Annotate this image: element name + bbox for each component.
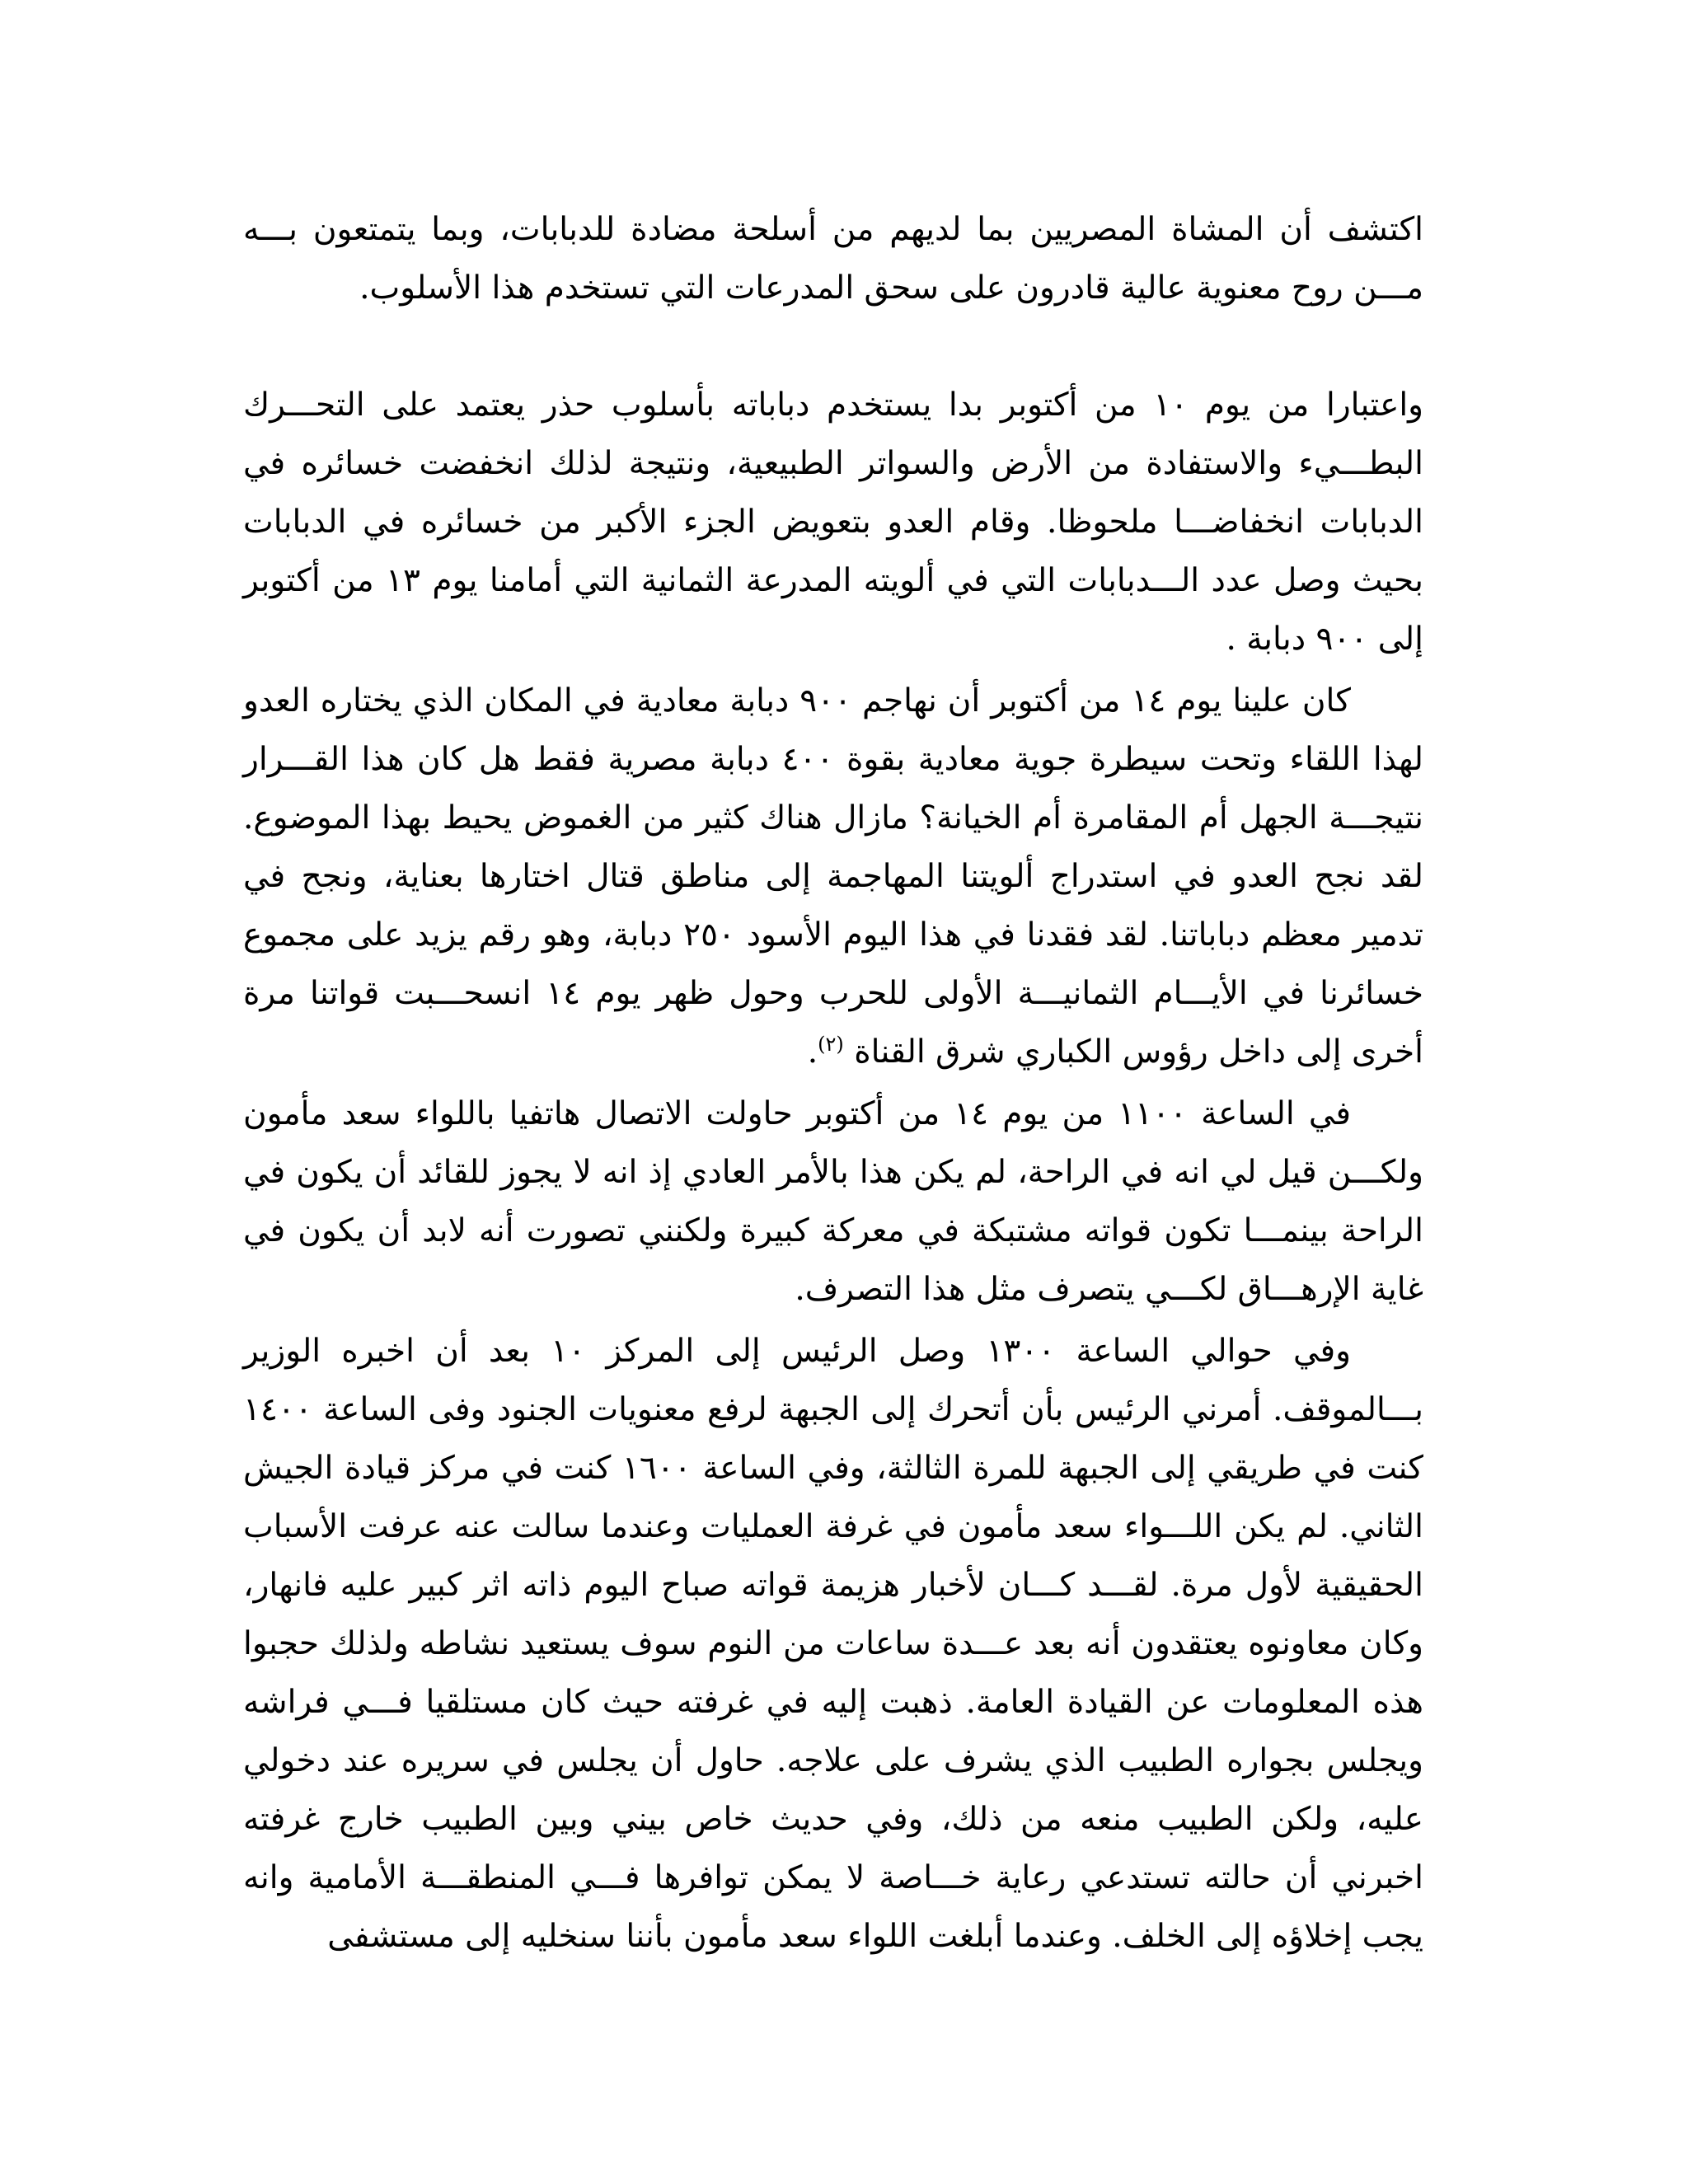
paragraph-3-end: .	[807, 1033, 818, 1071]
paragraph-3-text: كان علينا يوم ١٤ من أكتوبر أن نهاجم ٩٠٠ دبابة معادية في المكان الذي يختاره العدو لهذا اللقاء وتحت سيطرة جوية معادية بقوة ٤٠٠ دبابة مصرية فقط هل كان هذا القـــرار نتيجـــة الجهل أم المقامرة أم الخيانة؟ مازال هناك كثير من الغموض يحيط بهذا الموضوع. لقد نجح العدو في استدراج ألويتنا المهاجمة إلى مناطق قتال اختارها بعناية، ونجح في تدمير معظم دباباتنا. لقد فقدنا في هذا اليوم الأسود ٢٥٠ دبابة، وهو رقم يزيد على مجموع خسائرنا في الأيـــام الثمانيـــة الأولى للحرب وحول ظهر يوم ١٤ انسحـــبت قواتنا مرة أخرى إلى داخل رؤوس الكباري شرق القناة	[243, 682, 1423, 1071]
paragraph-4	[243, 1085, 1423, 1319]
paragraph-2	[243, 376, 1423, 668]
paragraph-2-text: واعتبارا من يوم ١٠ من أكتوبر بدا يستخدم دباباته بأسلوب حذر يعتمد على التحـــرك البطـــيء والاستفادة من الأرض والسواتر الطبيعية، ونتيجة لذلك انخفضت خسائره في الدبابات انخفاضـــا ملحوظا. وقام العدو بتعويض الجزء الأكبر من خسائره في الدبابات بحيث وصل عدد الـــدبابات التي في ألويته المدرعة الثمانية التي أمامنا يوم ١٣ من أكتوبر إلى ٩٠٠ دبابة .	[243, 387, 1424, 658]
paragraph-5-text: وفي حوالي الساعة ١٣٠٠ وصل الرئيس إلى المركز ١٠ بعد أن اخبره الوزير بـــالموقف. أمرني الرئيس بأن أتحرك إلى الجبهة لرفع معنويات الجنود وفى الساعة ١٤٠٠ كنت في طريقي إلى الجبهة للمرة الثالثة، وفي الساعة ١٦٠٠ كنت في مركز قيادة الجيش الثاني. لم يكن اللـــواء سعد مأمون في غرفة العمليات وعندما سالت عنه عرفت الأسباب الحقيقية لأول مرة. لقـــد كـــان لأخبار هزيمة قواته صباح اليوم ذاته اثر كبير عليه فانهار، وكان معاونوه يعتقدون أنه بعد عـــدة ساعات من النوم سوف يستعيد نشاطه ولذلك حجبوا هذه المعلومات عن القيادة العامة. ذهبت إليه في غرفته حيث كان مستلقيا فـــي فراشه ويجلس بجواره الطبيب الذي يشرف على علاجه. حاول أن يجلس في سريره عند دخولي عليه، ولكن الطبيب منعه من ذلك، وفي حديث خاص بيني وبين الطبيب خارج غرفته اخبرني أن حالته تستدعي رعاية خـــاصة لا يمكن توافرها فـــي المنطقـــة الأمامية وانه يجب إخلاؤه إلى الخلف. وعندما أبلغت اللواء سعد مأمون بأننا سنخليه إلى مستشفى	[243, 1333, 1423, 1955]
paragraph-1	[243, 200, 1423, 317]
footnote-reference: (٢)	[818, 1033, 844, 1056]
paragraph-4-text: في الساعة ١١٠٠ من يوم ١٤ من أكتوبر حاولت الاتصال هاتفيا باللواء سعد مأمون ولكـــن قيل لي انه في الراحة، لم يكن هذا بالأمر العادي إذ انه لا يجوز للقائد أن يكون في الراحة بينمـــا تكون قواته مشتبكة في معركة كبيرة ولكنني تصورت أنه لابد أن يكون في غاية الإرهـــاق لكـــي يتصرف مثل هذا التصرف.	[243, 1095, 1423, 1308]
paragraph-3	[243, 672, 1423, 1081]
paragraph-1-text: اكتشف أن المشاة المصريين بما لديهم من أسلحة مضادة للدبابات، وبما يتمتعون بـــه مـــن روح معنوية عالية قادرون على سحق المدرعات التي تستخدم هذا الأسلوب.	[243, 211, 1423, 307]
paragraph-5	[243, 1322, 1423, 1966]
document-page	[243, 200, 1423, 1966]
